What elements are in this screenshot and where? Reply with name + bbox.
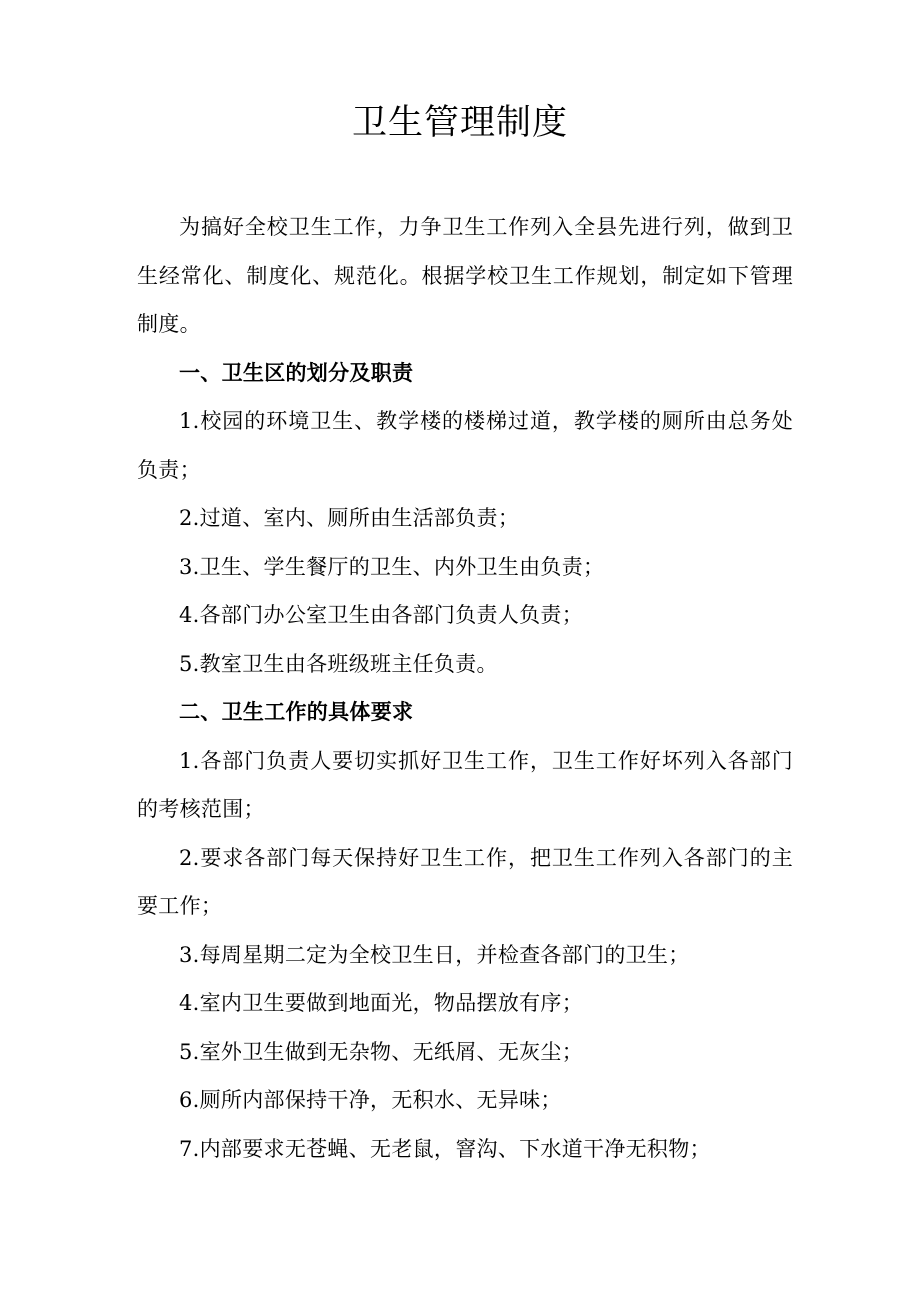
document-body [137,203,793,1173]
section-2-item: 2.要求各部门每天保持好卫生工作，把卫生工作列入各部门的主要工作； [137,845,793,918]
section-2-item: 3.每周星期二定为全校卫生日，并检查各部门的卫生； [179,942,690,967]
section-2-item: 7.内部要求无苍蝇、无老鼠，窨沟、下水道干净无积物； [179,1136,711,1161]
section-1-item: 4.各部门办公室卫生由各部门负责人负责； [179,603,584,627]
section-1-item: 1.校园的环境卫生、教学楼的楼梯过道，教学楼的厕所由总务处负责； [137,409,793,482]
section-2-item: 6.厕所内部保持干净，无积水、无异味； [179,1088,562,1112]
section-2-heading: 二、卫生工作的具体要求 [179,700,414,724]
section-2-item: 5.室外卫生做到无杂物、无纸屑、无灰尘； [179,1039,584,1064]
document-title: 卫生管理制度 [351,103,568,143]
section-1-item: 2.过道、室内、厕所由生活部负责； [179,506,520,530]
section-1-item: 5.教室卫生由各班级班主任负责。 [179,651,498,676]
section-1-item: 3.卫生、学生餐厅的卫生、内外卫生由负责； [179,554,605,579]
section-1-heading: 一、卫生区的划分及职责 [179,360,414,385]
intro-paragraph: 为搞好全校卫生工作，力争卫生工作列入全县先进行列，做到卫生经常化、制度化、规范化。根据学校卫生工作规划，制定如下管理制度。 [137,215,793,336]
section-2-item: 1.各部门负责人要切实抓好卫生工作，卫生工作好坏列入各部门的考核范围； [137,748,793,821]
section-2-item: 4.室内卫生要做到地面光，物品摆放有序； [179,991,584,1015]
